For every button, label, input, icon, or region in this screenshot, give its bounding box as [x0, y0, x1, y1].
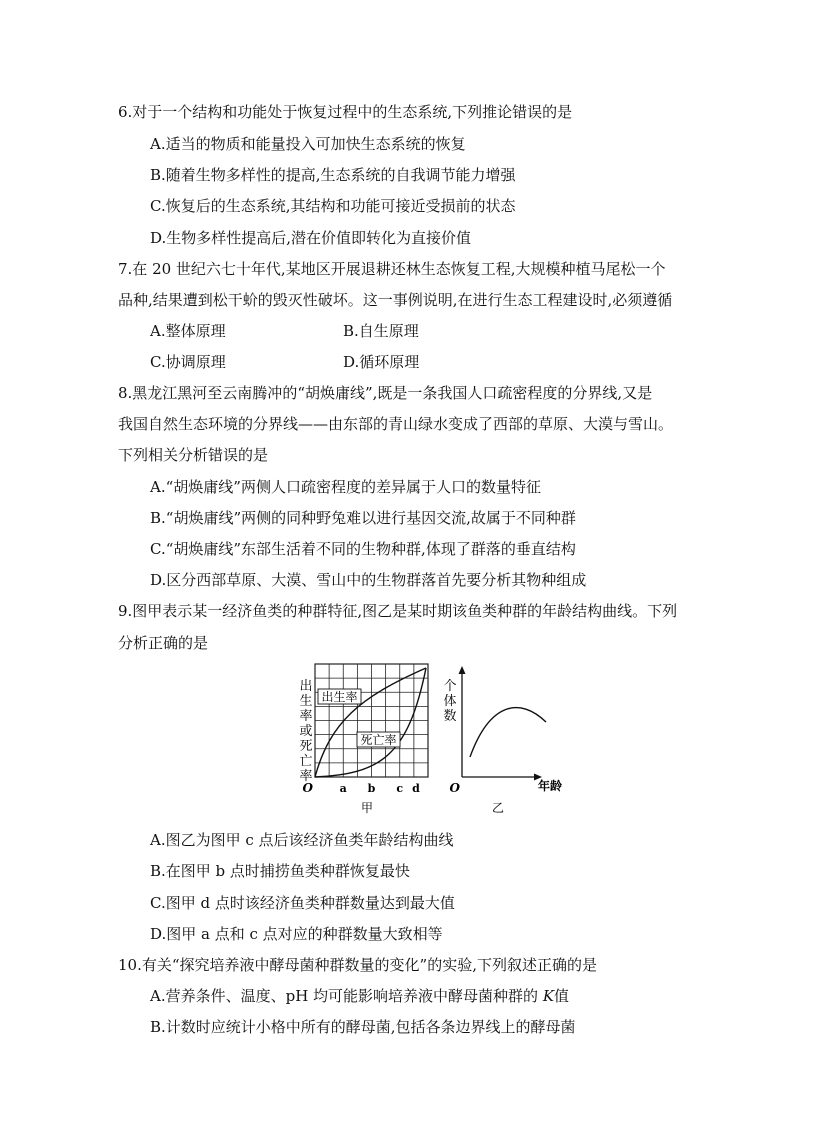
q9-stem-line1: 9.图甲表示某一经济鱼类的种群特征,图乙是某时期该鱼类种群的年龄结构曲线。下列: [118, 602, 678, 620]
k-symbol: K: [542, 987, 555, 1005]
birth-rate-label: 出生率: [321, 690, 358, 704]
q7-stem-line1: 7.在 20 世纪六七十年代,某地区开展退耕还林生态恢复工程,大规模种植马尾松一个: [118, 260, 666, 278]
q9-figure: [290, 662, 580, 822]
q7-option-a: A.整体原理: [150, 322, 226, 340]
q6-option-c: C.恢复后的生态系统,其结构和功能可接近受损前的状态: [150, 197, 516, 215]
jia-tick-c: c: [396, 782, 404, 795]
jia-caption: 甲: [360, 801, 374, 815]
jia-tick-a: a: [339, 782, 347, 795]
q9-option-a: A.图乙为图甲 c 点后该经济鱼类年龄结构曲线: [150, 831, 454, 849]
q9-option-b: B.在图甲 b 点时捕捞鱼类种群恢复最快: [150, 862, 410, 880]
q6-stem: 6.对于一个结构和功能处于恢复过程中的生态系统,下列推论错误的是: [118, 103, 573, 121]
q7-option-d: D.循环原理: [343, 353, 420, 371]
q10-option-a: [150, 986, 569, 1006]
jia-ylabel-char-5: 死: [299, 739, 313, 754]
q9-option-d: D.图甲 a 点和 c 点对应的种群数量大致相等: [150, 925, 443, 943]
jia-tick-d: d: [412, 782, 420, 795]
figure-jia: [299, 664, 428, 815]
jia-ylabel-char-2: 生: [299, 694, 313, 709]
q7-option-c: C.协调原理: [150, 353, 226, 371]
jia-origin: O: [302, 781, 313, 795]
q6-option-b: B.随着生物多样性的提高,生态系统的自我调节能力增强: [150, 166, 516, 184]
q8-option-b: B.“胡焕庸线”两侧的同种野兔难以进行基因交流,故属于不同种群: [150, 509, 576, 527]
q8-stem-line1: 8.黑龙江黑河至云南腾冲的“胡焕庸线”,既是一条我国人口疏密程度的分界线,又是: [118, 384, 653, 402]
q10-stem: 10.有关“探究培养液中酵母菌种群数量的变化”的实验,下列叙述正确的是: [118, 956, 597, 974]
q10-option-a-text: A.营养条件、温度、pH 均可能影响培养液中酵母菌种群的: [150, 987, 543, 1005]
age-structure-curve: [470, 708, 546, 757]
q6-option-d: D.生物多样性提高后,潜在价值即转化为直接价值: [150, 229, 472, 247]
q8-option-a: A.“胡焕庸线”两侧人口疏密程度的差异属于人口的数量特征: [150, 478, 541, 496]
jia-ylabel-char-4: 或: [299, 724, 313, 739]
jia-tick-b: b: [367, 782, 376, 795]
q8-stem-line2: 我国自然生态环境的分界线——由东部的青山绿水变成了西部的草原、大漠与雪山。: [118, 415, 674, 433]
yi-caption: 乙: [491, 801, 505, 815]
q9-option-c: C.图甲 d 点时该经济鱼类种群数量达到最大值: [150, 894, 455, 912]
jia-ylabel-char-6: 亡: [299, 754, 313, 769]
death-rate-label: 死亡率: [360, 733, 397, 747]
q7-option-b: B.自生原理: [343, 322, 419, 340]
yi-ylabel-char-1: 个: [443, 679, 457, 694]
death-rate-curve: [315, 668, 426, 777]
yi-xlabel: 年龄: [537, 779, 563, 793]
jia-ylabel-char-7: 率: [299, 769, 313, 784]
yi-ylabel-char-3: 数: [443, 709, 457, 724]
q9-stem-line2: 分析正确的是: [118, 634, 209, 652]
figure-yi: [443, 666, 562, 815]
q6-option-a: A.适当的物质和能量投入可加快生态系统的恢复: [150, 135, 466, 153]
q8-stem-line3: 下列相关分析错误的是: [118, 446, 269, 464]
q8-option-c: C.“胡焕庸线”东部生活着不同的生物种群,体现了群落的垂直结构: [150, 540, 576, 558]
yi-origin: O: [449, 781, 460, 795]
q8-option-d: D.区分西部草原、大漠、雪山中的生物群落首先要分析其物种组成: [150, 571, 587, 589]
yi-ylabel-char-2: 体: [443, 694, 457, 709]
q10-option-a-suffix: 值: [554, 987, 570, 1005]
q10-option-b: B.计数时应统计小格中所有的酵母菌,包括各条边界线上的酵母菌: [150, 1018, 576, 1036]
jia-ylabel-char-1: 出: [299, 679, 313, 694]
q7-stem-line2: 品种,结果遭到松干蚧的毁灭性破坏。这一事例说明,在进行生态工程建设时,必须遵循: [118, 291, 673, 309]
jia-ylabel-char-3: 率: [299, 709, 313, 724]
